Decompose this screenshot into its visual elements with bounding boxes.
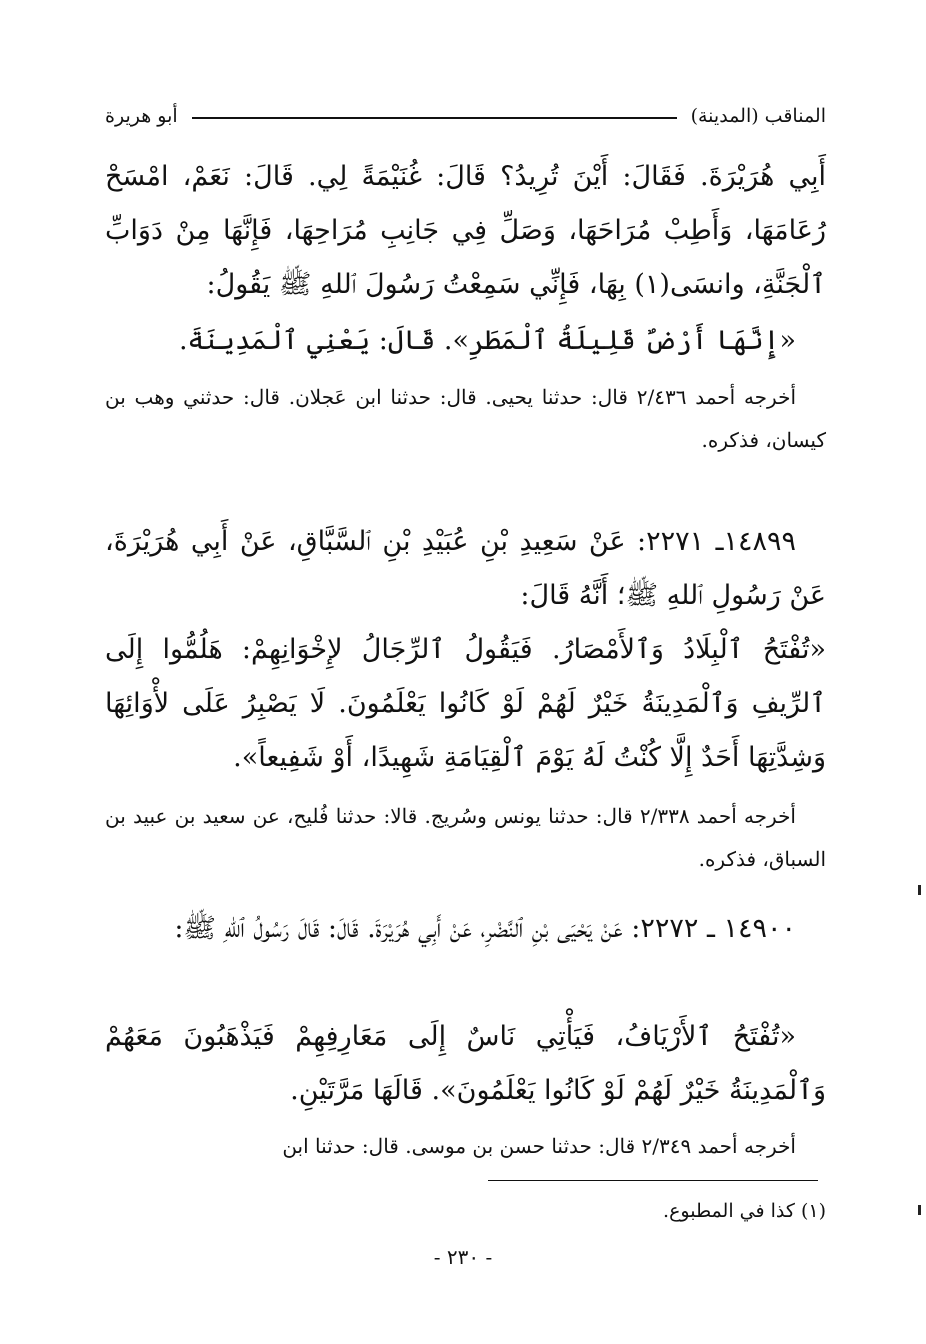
- scan-mark: [918, 1205, 921, 1215]
- scan-mark: [918, 885, 921, 895]
- hadith-14899-text: «تُفْتَحُ ٱلْبِلَادُ وَٱلأَمْصَارُ. فَيَقُولُ ٱلرِّجَالُ لإِخْوَانِهِمْ: هَلُمُّوا إِلَى ٱلرِّيفِ وَٱلْمَدِينَةُ خَيْرٌ لَهُمْ لَوْ كَانُوا يَعْلَمُونَ. لَا يَصْبِرُ عَلَى لأْوَائِهَا وَشِدَّتِهَا أَحَدٌ إِلَّا كُنْتُ لَهُ يَوْمَ ٱلْقِيَامَةِ شَهِيدًا، أَوْ شَفِيعاً».: [105, 634, 826, 773]
- page-number: - ٢٣٠ -: [433, 1245, 493, 1269]
- hadith-continuation: أَبِي هُرَيْرَةَ. فَقَالَ: أَيْنَ تُرِيدُ؟ قَالَ: غُنَيْمَةً لِي. قَالَ: نَعَمْ، امْسَحْ رُعَامَهَا، وَأَطِبْ مُرَاحَهَا، وَصَلِّ فِي جَانِبِ مُرَاحِهَا، فَإِنَّهَا مِنْ دَوَابِّ ٱلْجَنَّةِ، وانسَى(١) بِهَا، فَإِنِّي سَمِعْتُ رَسُولَ ٱللهِ ﷺ يَقُولُ:: [105, 161, 826, 300]
- footnote: (١) كذا في المطبوع.: [663, 1200, 826, 1222]
- header-section-title: المناقب (المدينة): [690, 105, 826, 127]
- hadith-quote: «إِنَّهَا أَرْضٌ قَلِيلَةُ ٱلْمَطَرِ». قَالَ: يَعْنِي ٱلْمَدِينَةَ.: [178, 325, 796, 356]
- footnote-rule: [488, 1180, 818, 1181]
- running-header: [105, 96, 826, 136]
- hadith-14899-isnad: ١٤٨٩٩ـ ٢٢٧١: عَنْ سَعِيدِ بْنِ عُبَيْدِ بْنِ ٱلسَّبَّاقِ، عَنْ أَبِي هُرَيْرَةَ، عَنْ رَسُولِ ٱللهِ ﷺ؛ أَنَّهُ قَالَ:: [105, 526, 826, 611]
- takhrij-note: أخرجه أحمد ٢/٣٣٨ قال: حدثنا يونس وسُريج. قالا: حدثنا فُليح، عن سعيد بن عبيد بن السباق، فذكره.: [105, 804, 826, 871]
- hadith-14900-isnad: ١٤٩٠٠ ـ ٢٢٧٢: عَنْ يَحْيَى بْنِ ٱلنَّضْرِ، عَنْ أَبِي هُرَيْرَةَ. قَالَ: قَالَ رَسُولُ ٱللهِ ﷺ:: [174, 913, 796, 944]
- header-author: أبو هريرة: [105, 105, 178, 127]
- header-rule: [192, 117, 677, 119]
- hadith-14900-text: «تُفْتَحُ ٱلأَرْيَافُ، فَيَأْتِي نَاسٌ إِلَى مَعَارِفِهِمْ فَيَذْهَبُونَ مَعَهُمْ وَٱلْمَدِينَةُ خَيْرٌ لَهُمْ لَوْ كَانُوا يَعْلَمُونَ». قَالَهَا مَرَّتَيْنِ.: [105, 1021, 826, 1106]
- takhrij-note: أخرجه أحمد ٢/٣٤٩ قال: حدثنا حسن بن موسى. قال: حدثنا ابن: [282, 1134, 796, 1158]
- takhrij-note: أخرجه أحمد ٢/٤٣٦ قال: حدثنا يحيى. قال: حدثنا ابن عَجلان. قال: حدثني وهب بن كيسان، فذكره.: [105, 385, 826, 452]
